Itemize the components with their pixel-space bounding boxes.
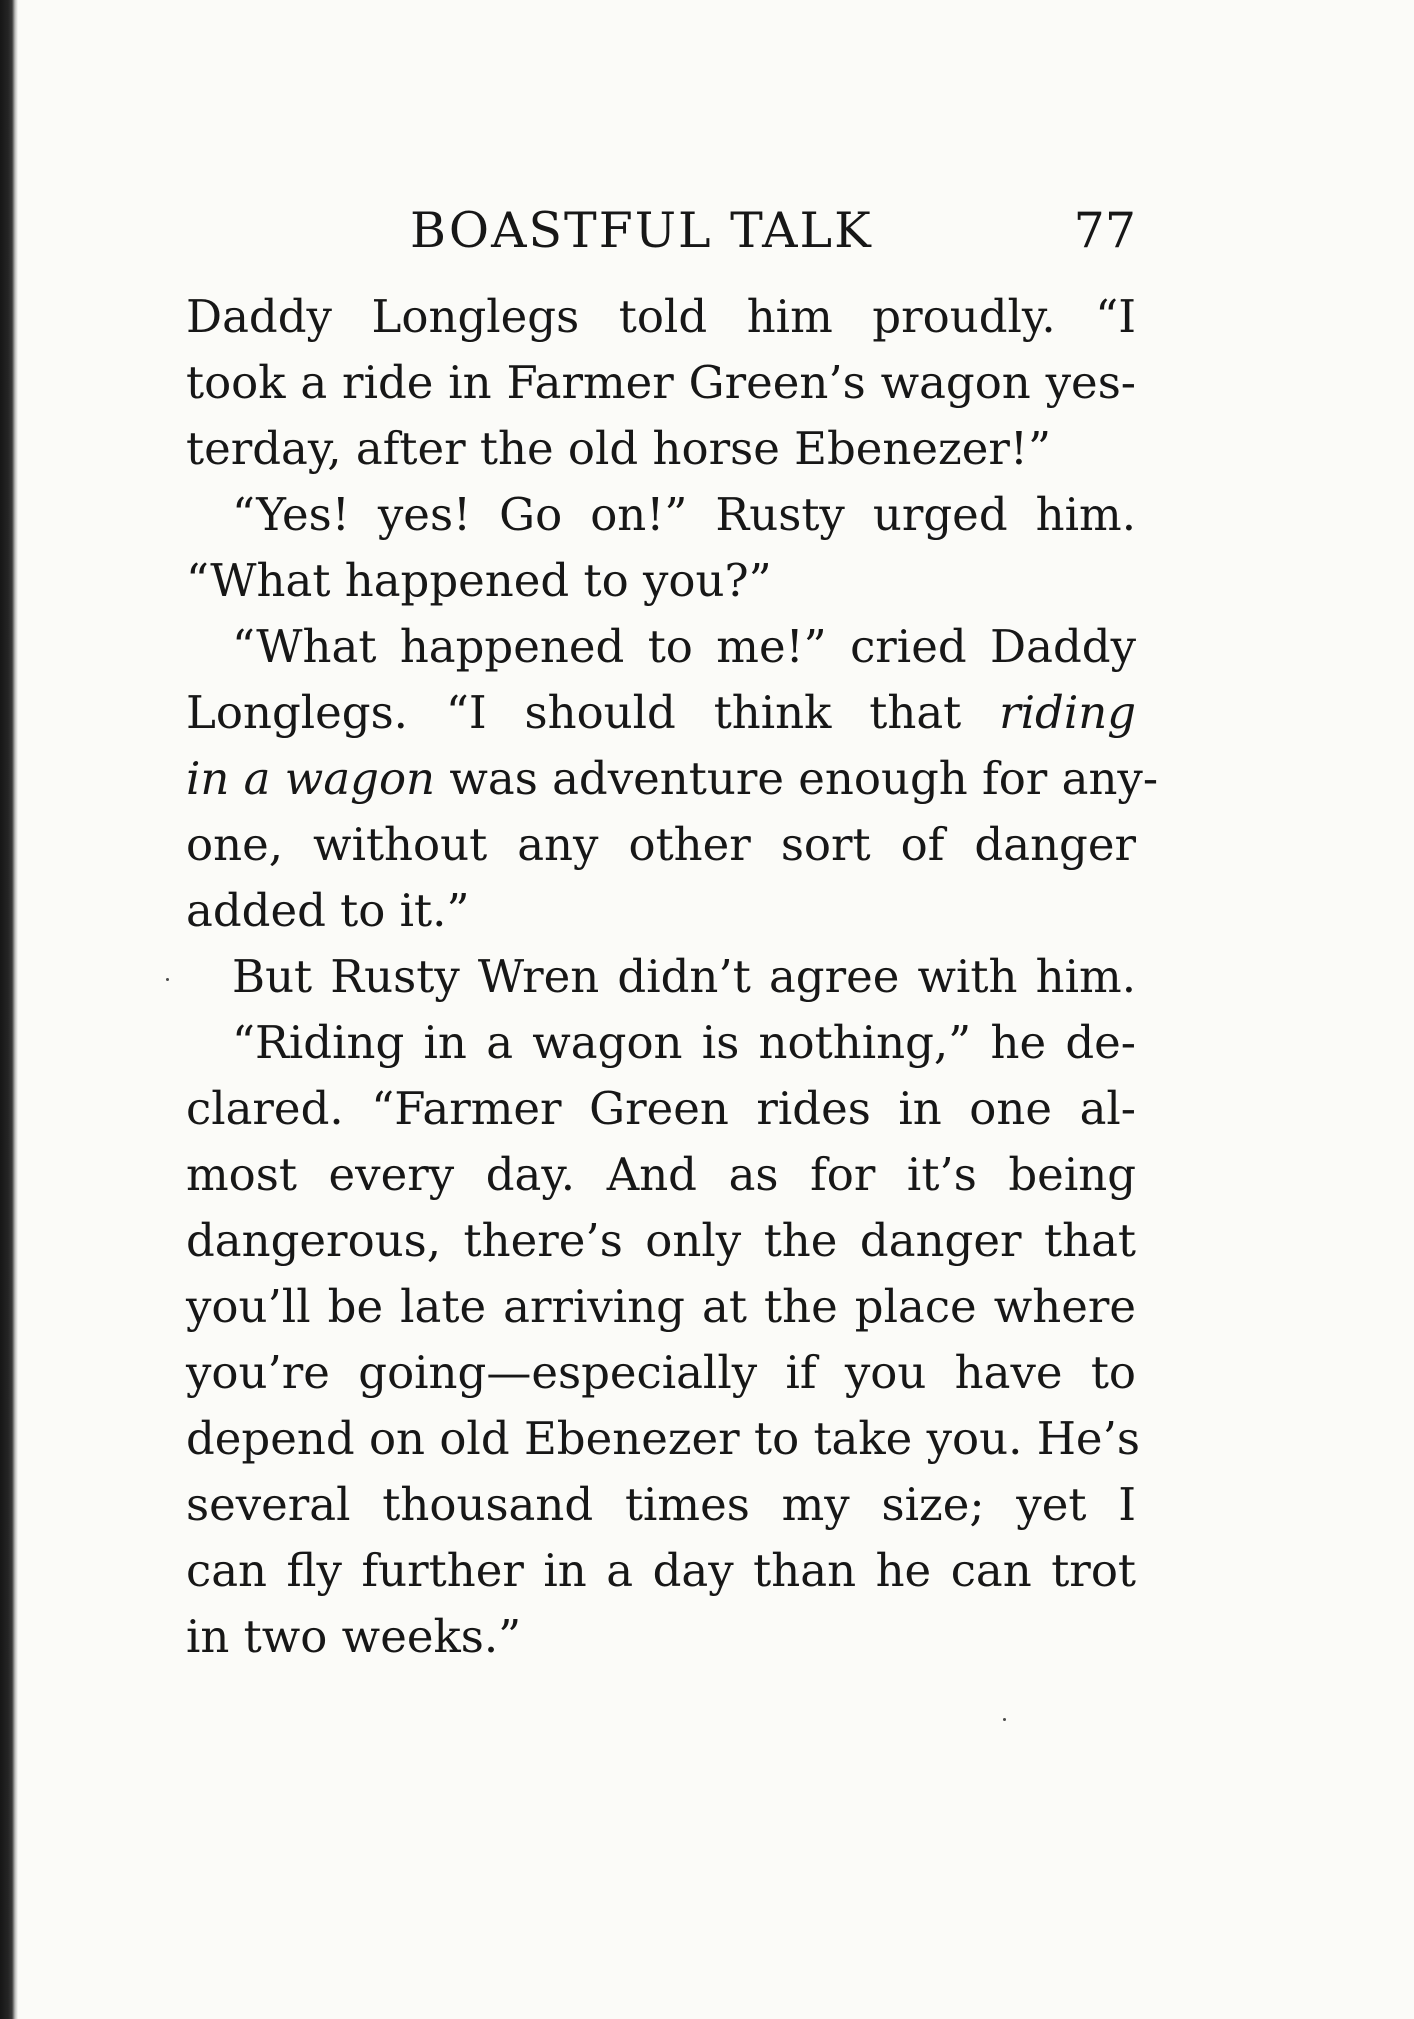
text-line-8-italic: in a wagon — [186, 752, 436, 805]
text-line-20: can fly further in a day than he can trot — [186, 1544, 1136, 1597]
body-text — [186, 284, 1159, 1670]
text-line-10: added to it.” — [186, 884, 470, 937]
text-line-15: dangerous, there’s only the danger that — [186, 1214, 1136, 1267]
paper-speck — [1003, 1718, 1006, 1721]
chapter-title: BOASTFUL TALK — [410, 202, 873, 259]
text-line-8-roman: was adventure enough for any- — [435, 752, 1159, 805]
text-line-14: most every day. And as for it’s being — [186, 1148, 1136, 1201]
text-line-17: you’re going—especially if you have to — [186, 1346, 1136, 1399]
paper-speck — [166, 978, 169, 981]
page-binding-edge — [0, 0, 18, 2019]
text-line-5: “What happened to you?” — [186, 554, 772, 607]
text-line-3: terday, after the old horse Ebenezer!” — [186, 422, 1051, 475]
text-line-13: clared. “Farmer Green rides in one al- — [186, 1082, 1136, 1135]
text-line-4: “Yes! yes! Go on!” Rusty urged him. — [232, 488, 1136, 541]
text-line-8 — [186, 746, 1159, 812]
text-line-1: Daddy Longlegs told him proudly. “I — [186, 290, 1136, 343]
text-line-7-italic: riding — [999, 686, 1136, 739]
text-line-9: one, without any other sort of danger — [186, 818, 1136, 871]
text-line-18: depend on old Ebenezer to take you. He’s — [186, 1412, 1140, 1465]
text-line-19: several thousand times my size; yet I — [186, 1478, 1136, 1531]
text-line-12: “Riding in a wagon is nothing,” he de- — [232, 1016, 1136, 1069]
page-number: 77 — [1073, 202, 1136, 259]
text-line-7-roman: Longlegs. “I should think that — [186, 686, 1000, 739]
text-line-11: But Rusty Wren didn’t agree with him. — [232, 950, 1136, 1003]
text-line-6: “What happened to me!” cried Daddy — [232, 620, 1136, 673]
text-line-7 — [186, 680, 1136, 746]
running-head — [186, 196, 1136, 266]
text-line-2: took a ride in Farmer Green’s wagon yes- — [186, 356, 1136, 409]
text-line-21: in two weeks.” — [186, 1610, 522, 1663]
text-line-16: you’ll be late arriving at the place where — [186, 1280, 1136, 1333]
